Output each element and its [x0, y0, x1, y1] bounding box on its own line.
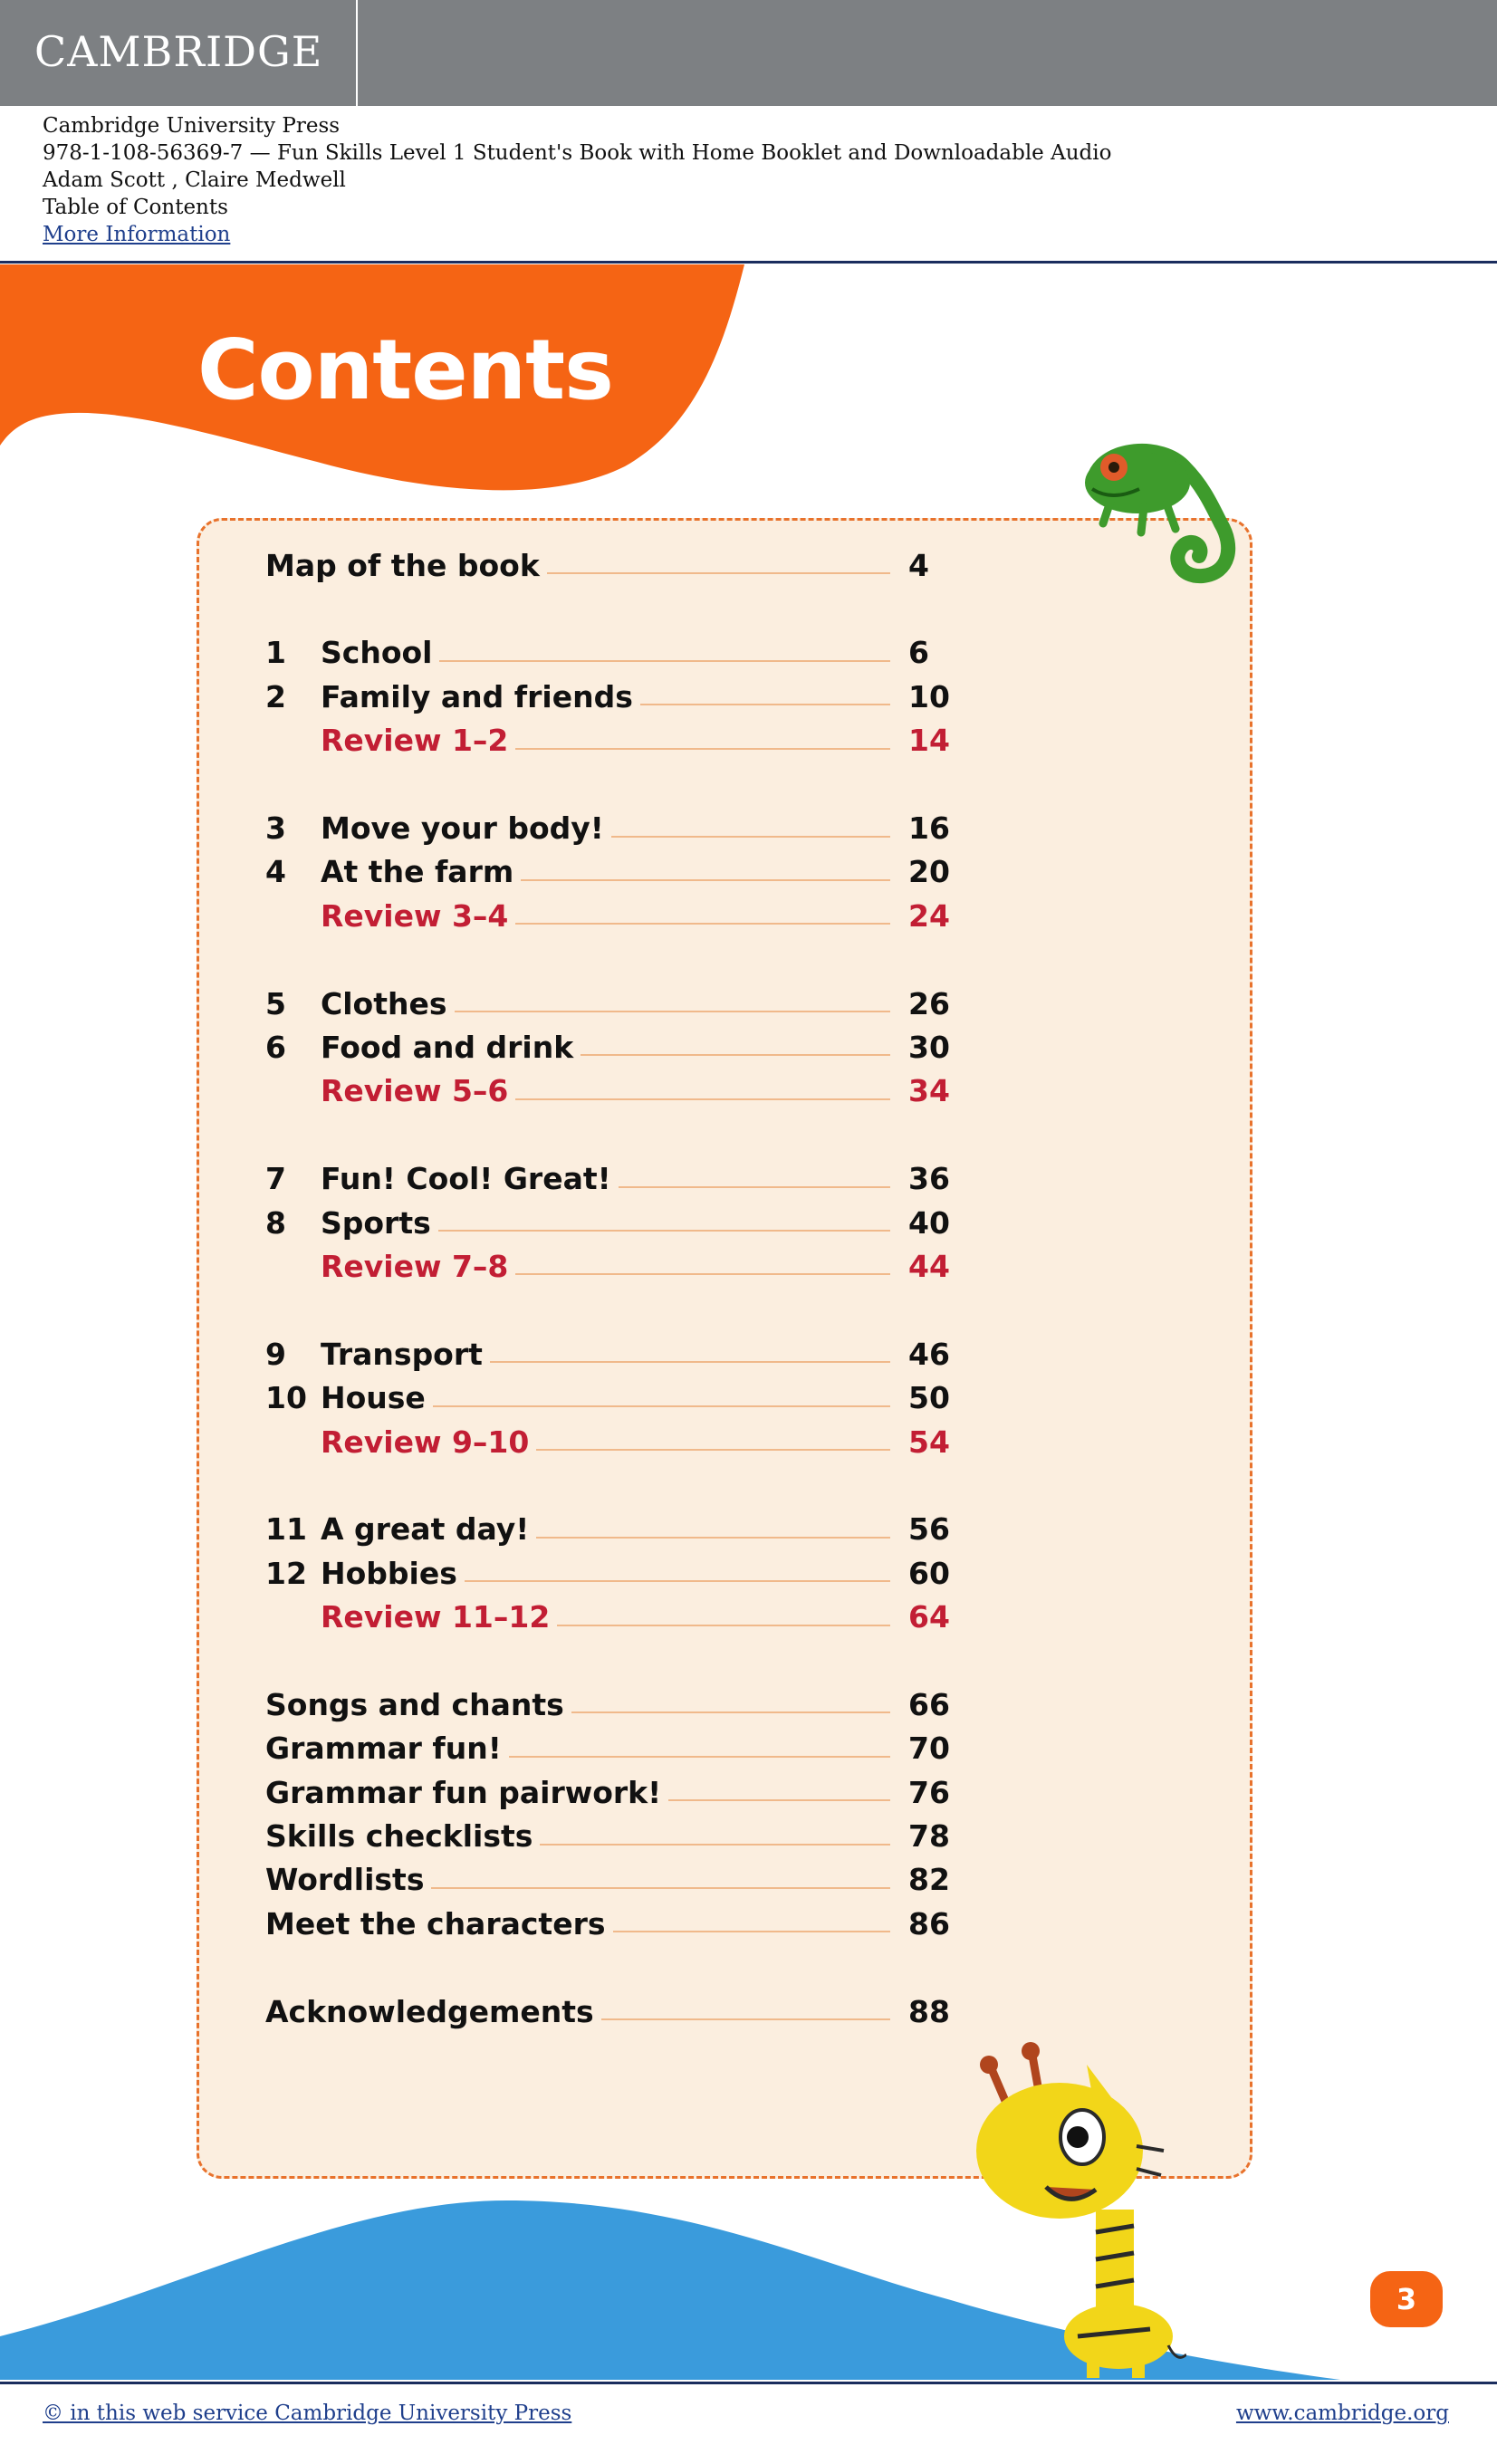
toc-page: 56 [908, 1511, 950, 1548]
toc-row[interactable] [265, 1551, 954, 1595]
toc-page: 86 [908, 1905, 950, 1941]
toc-row[interactable] [265, 1201, 954, 1244]
leader-line [521, 879, 890, 881]
leader-line [547, 572, 890, 574]
authors: Adam Scott , Claire Medwell [43, 168, 346, 192]
chameleon-icon [1076, 442, 1243, 587]
toc-row[interactable] [265, 543, 954, 587]
toc-page: 66 [908, 1686, 950, 1722]
toc-page: 46 [908, 1336, 950, 1372]
toc-row[interactable] [265, 850, 954, 894]
toc-page: 44 [908, 1248, 950, 1284]
toc-page: 36 [908, 1161, 950, 1197]
leader-line [640, 704, 890, 705]
toc-page: 30 [908, 1029, 950, 1065]
toc-row[interactable] [265, 1332, 954, 1376]
toc-label: Hobbies [321, 1555, 457, 1591]
toc-page: 6 [908, 635, 929, 671]
toc-label: A great day! [321, 1511, 530, 1548]
toc-review-row[interactable] [265, 1244, 954, 1288]
section-name: Table of Contents [43, 196, 228, 219]
leader-line [515, 748, 890, 750]
toc-row[interactable] [265, 1025, 954, 1069]
leader-line [540, 1844, 890, 1846]
more-information-link[interactable]: More Information [43, 223, 231, 246]
giraffe-character-icon [969, 2037, 1186, 2382]
leader-line [619, 1186, 890, 1188]
toc-unit-number: 5 [265, 985, 286, 1021]
toc-page: 88 [908, 1993, 950, 2029]
toc-row[interactable] [265, 1727, 954, 1770]
toc-row[interactable] [265, 1376, 954, 1419]
leader-line [515, 923, 890, 925]
toc-page: 60 [908, 1555, 950, 1591]
toc-page: 20 [908, 854, 950, 890]
leader-line [536, 1449, 890, 1451]
toc-label: School [321, 635, 433, 671]
toc-review-row[interactable] [265, 1595, 954, 1638]
leader-line [611, 836, 890, 838]
toc-label: Songs and chants [265, 1686, 564, 1722]
toc-row[interactable] [265, 1989, 954, 2033]
toc-row[interactable] [265, 1902, 954, 1945]
toc-label: Move your body! [321, 810, 604, 847]
leader-line [613, 1931, 890, 1932]
toc-label: Meet the characters [265, 1905, 606, 1941]
toc-row[interactable] [265, 806, 954, 849]
toc-label: At the farm [321, 854, 514, 890]
toc-page: 4 [908, 547, 929, 583]
toc-unit-number: 2 [265, 678, 286, 714]
leader-line [455, 1011, 891, 1012]
toc-row[interactable] [265, 1770, 954, 1814]
toc-row[interactable] [265, 1683, 954, 1726]
toc-row[interactable] [265, 1508, 954, 1551]
toc-review-row[interactable] [265, 719, 954, 762]
table-of-contents [265, 543, 954, 2033]
leader-line [465, 1580, 890, 1582]
page-number-badge: 3 [1370, 2271, 1443, 2327]
toc-label: Review 5–6 [321, 1073, 509, 1109]
leader-line [433, 1405, 890, 1407]
toc-label: Sports [321, 1204, 431, 1241]
toc-label: Review 11–12 [321, 1599, 551, 1635]
toc-label: Acknowledgements [265, 1993, 594, 2029]
copyright-link[interactable]: © in this web service Cambridge University Press [43, 2402, 572, 2425]
toc-label: Transport [321, 1336, 483, 1372]
leader-line [515, 1273, 890, 1275]
toc-row[interactable] [265, 1858, 954, 1902]
toc-page: 40 [908, 1204, 950, 1241]
toc-page: 78 [908, 1818, 950, 1855]
toc-unit-number: 6 [265, 1029, 286, 1065]
toc-unit-number: 10 [265, 1380, 307, 1416]
toc-unit-number: 7 [265, 1161, 286, 1197]
toc-row[interactable] [265, 1156, 954, 1200]
toc-label: Clothes [321, 985, 447, 1021]
toc-page: 76 [908, 1774, 950, 1810]
leader-line [431, 1887, 890, 1889]
toc-page: 54 [908, 1424, 950, 1460]
toc-row[interactable] [265, 1814, 954, 1857]
footer-rule [0, 2382, 1497, 2384]
toc-label: Family and friends [321, 678, 633, 714]
leader-line [668, 1799, 890, 1801]
toc-review-row[interactable] [265, 1069, 954, 1113]
toc-label: Map of the book [265, 547, 540, 583]
toc-row[interactable] [265, 631, 954, 675]
toc-label: Fun! Cool! Great! [321, 1161, 611, 1197]
toc-label: Food and drink [321, 1029, 574, 1065]
toc-label: Grammar fun pairwork! [265, 1774, 662, 1810]
leader-line [581, 1054, 890, 1056]
leader-line [601, 2018, 890, 2020]
toc-label: Review 9–10 [321, 1424, 530, 1460]
leader-line [571, 1711, 890, 1713]
leader-line [490, 1361, 890, 1363]
toc-label: Review 3–4 [321, 897, 509, 934]
toc-page: 70 [908, 1731, 950, 1767]
toc-review-row[interactable] [265, 894, 954, 937]
toc-review-row[interactable] [265, 1420, 954, 1463]
toc-page: 14 [908, 723, 950, 759]
toc-page: 82 [908, 1862, 950, 1898]
toc-label: Wordlists [265, 1862, 425, 1898]
toc-row[interactable] [265, 675, 954, 718]
isbn-title: 978-1-108-56369-7 — Fun Skills Level 1 Student's Book with Home Booklet and Downloadable Audio [43, 141, 1112, 165]
leader-line [438, 1230, 890, 1232]
toc-page: 64 [908, 1599, 950, 1635]
toc-label: Review 1–2 [321, 723, 509, 759]
leader-line [557, 1625, 890, 1626]
toc-label: House [321, 1380, 426, 1416]
toc-unit-number: 8 [265, 1204, 286, 1241]
toc-page: 24 [908, 897, 950, 934]
toc-unit-number: 9 [265, 1336, 286, 1372]
toc-page: 26 [908, 985, 950, 1021]
page-title: Contents [197, 321, 613, 418]
toc-label: Review 7–8 [321, 1248, 509, 1284]
toc-unit-number: 4 [265, 854, 286, 890]
toc-unit-number: 1 [265, 635, 286, 671]
toc-page: 50 [908, 1380, 950, 1416]
toc-page: 34 [908, 1073, 950, 1109]
leader-line [509, 1756, 890, 1758]
website-link[interactable]: www.cambridge.org [1235, 2402, 1449, 2425]
cambridge-logo[interactable]: CAMBRIDGE [34, 27, 323, 76]
toc-label: Grammar fun! [265, 1731, 502, 1767]
toc-unit-number: 11 [265, 1511, 307, 1548]
toc-unit-number: 3 [265, 810, 286, 847]
toc-page: 16 [908, 810, 950, 847]
toc-page: 10 [908, 678, 950, 714]
toc-unit-number: 12 [265, 1555, 307, 1591]
toc-label: Skills checklists [265, 1818, 533, 1855]
leader-line [439, 660, 890, 662]
leader-line [515, 1098, 890, 1100]
publisher-name: Cambridge University Press [43, 114, 341, 138]
leader-line [536, 1537, 890, 1539]
toc-row[interactable] [265, 982, 954, 1025]
